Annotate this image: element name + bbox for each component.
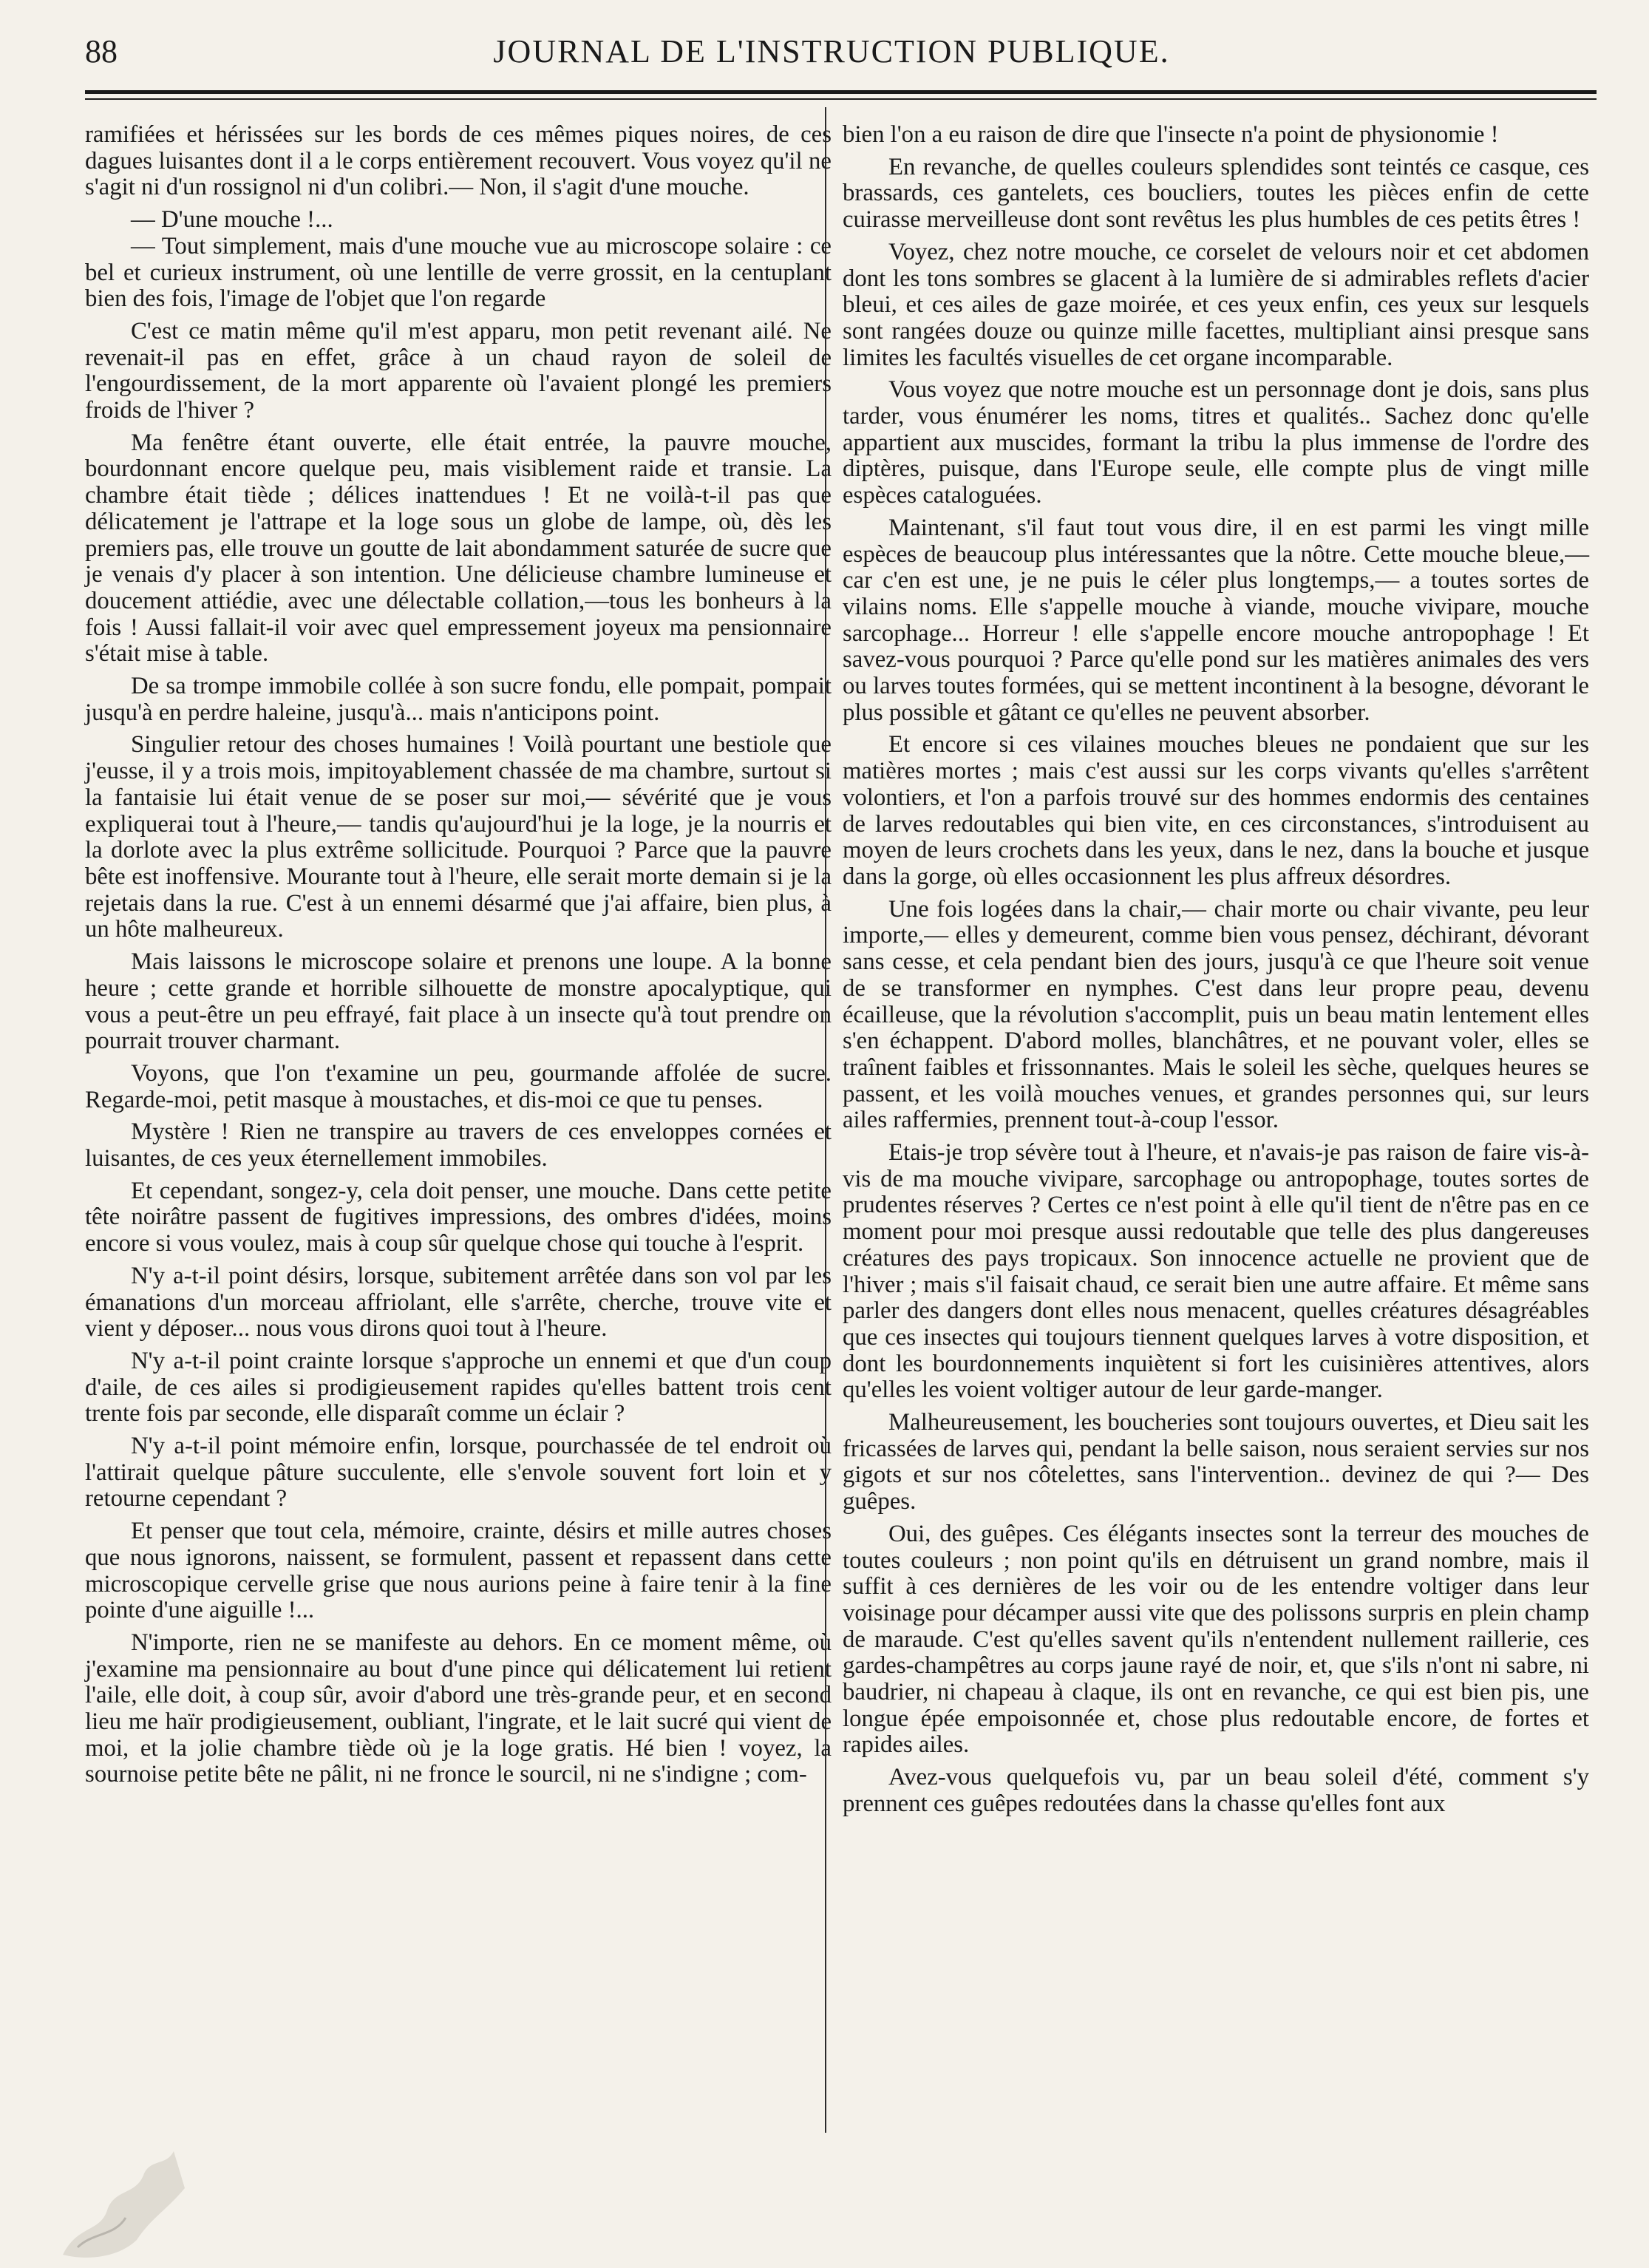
paper-smudge (55, 2144, 188, 2262)
paragraph: bien l'on a eu raison de dire que l'insecte n'a point de physionomie ! (843, 121, 1499, 148)
left-column (85, 122, 832, 1794)
paragraph: Voyez, chez notre mouche, ce corselet de velours noir et cet abdomen dont les tons sombres se glacent à la lumière de si admirables reflets d'acier bleui, et ces ailes de gaze moirée, et ces yeux enfin, ces yeux sur lesquels sont rangées douze ou quinze mille facettes, multipliant ainsi presque sans limites les facultés visuelles de cet organe incomparable. (843, 238, 1589, 371)
paragraph: — D'une mouche !... (131, 206, 333, 234)
paragraph: Et cependant, songez-y, cela doit penser, une mouche. Dans cette petite tête noirâtre passent de fugitives impressions, des ombres d'idées, moins encore si vous voulez, mais à coup sûr quelque chose qui touche à l'esprit. (85, 1177, 832, 1257)
paragraph: N'y a-t-il point mémoire enfin, lorsque, pourchassée de tel endroit où l'attirait quelque pâture succulente, elle s'envole souvent fort loin et y retourne cependant ? (85, 1433, 832, 1512)
page-header (74, 22, 1589, 74)
paragraph: Et penser que tout cela, mémoire, crainte, désirs et mille autres choses que nous ignorons, naissent, se formulent, passent et repassent dans cette microscopique cervelle grise que nous aurions peine à faire tenir à la fine pointe d'une aiguille !... (85, 1518, 832, 1624)
paragraph: Et encore si ces vilaines mouches bleues ne pondaient que sur les matières mortes ; mais c'est aussi sur les corps vivants qu'elles s'arrêtent volontiers, et l'on a parfois trouvé sur des hommes endormis des centaines de larves redoutables qui bien vite, en ces circonstances, s'introduisent au moyen de leurs crochets dans les yeux, dans le nez, dans la bouche et jusque dans la gorge, où elles occasionnent les plus affreux désordres. (843, 731, 1589, 890)
paragraph: Singulier retour des choses humaines ! Voilà pourtant une bestiole que j'eusse, il y a trois mois, impitoyablement chassée de ma chambre, surtout si la fantaisie lui était venue de se poser sur moi,— sévérité que je vous expliquerai tout à l'heure,— tandis qu'aujourd'hui je la loge, je la nourris et la dorlote avec la plus extrême sollicitude. Pourquoi ? Parce que la pauvre bête est inoffensive. Mourante tout à l'heure, elle serait morte demain si je la rejetais dans la rue. C'est à un ennemi désarmé que j'ai affaire, bien plus, à un hôte malheureux. (85, 731, 832, 943)
paragraph: N'importe, rien ne se manifeste au dehors. En ce moment même, où j'examine ma pensionnaire au bout d'une pince qui délicatement lui retient l'aile, elle doit, à coup sûr, avoir d'abord une très-grande peur, et en second lieu me haïr prodigieusement, oubliant, l'ingrate, et le lait sucré qui vient de moi, et la jolie chambre tiède où je la loge gratis. Hé bien ! voyez, la sournoise petite bête ne pâlit, ni ne fronce le sourcil, ni ne s'indigne ; com- (85, 1629, 832, 1788)
journal-title: JOURNAL DE L'INSTRUCTION PUBLIQUE. (493, 33, 1170, 69)
paragraph: Voyons, que l'on t'examine un peu, gourmande affolée de sucre. Regarde-moi, petit masque à moustaches, et dis-moi ce que tu penses. (85, 1059, 832, 1113)
paragraph: — Tout simplement, mais d'une mouche vue au microscope solaire : ce bel et curieux instrument, où une lentille de verre grossit, en la centuplant bien des fois, l'image de l'objet que l'on regarde (85, 232, 832, 313)
header-rule-thin (85, 98, 1597, 100)
right-column (843, 122, 1589, 1824)
paragraph: En revanche, de quelles couleurs splendides sont teintés ce casque, ces brassards, ces gantelets, ces boucliers, toutes les pièces enfin de cette cuirasse merveilleuse dont sont revêtus les plus humbles de ces petits êtres ! (843, 153, 1589, 234)
paragraph: Maintenant, s'il faut tout vous dire, il en est parmi les vingt mille espèces de beaucoup plus intéressantes que la nôtre. Cette mouche bleue,— car c'en est une, je ne puis le céler plus longtemps,— a toutes sortes de vilains noms. Elle s'appelle mouche à viande, mouche vivipare, mouche sarcophage... Horreur ! elle s'appelle encore mouche antropophage ! Et savez-vous pourquoi ? Parce qu'elle pond sur les matières animales des vers ou larves toutes formées, qui se mettent incontinent à la besogne, dévorant le plus possible et gâtant ce qu'elles ne peuvent absorber. (843, 514, 1589, 726)
paragraph: De sa trompe immobile collée à son sucre fondu, elle pompait, pompait jusqu'à en perdre haleine, jusqu'à... mais n'anticipons point. (85, 673, 832, 726)
paragraph: C'est ce matin même qu'il m'est apparu, mon petit revenant ailé. Ne revenait-il pas en effet, grâce à un chaud rayon de soleil de l'engourdissement, de la mort apparente où l'avaient plongé les premiers froids de l'hiver ? (85, 317, 832, 424)
paragraph: Avez-vous quelquefois vu, par un beau soleil d'été, comment s'y prennent ces guêpes redoutées dans la chasse qu'elles font aux (843, 1764, 1589, 1817)
paragraph: Ma fenêtre étant ouverte, elle était entrée, la pauvre mouche, bourdonnant encore quelque peu, mais visiblement raide et transie. La chambre était tiède ; délices inattendues ! Et ne voilà-t-il pas que délicatement je l'attrape et la loge sous un globe de lampe, où, dès les premiers pas, elle trouve un goutte de lait abondamment saturée de sucre que je venais d'y placer à son intention. Une délicieuse chambre lumineuse et doucement attiédie, avec une délectable collation,—tous les bonheurs à la fois ! Aussi fallait-il voir avec quel empressement joyeux ma pensionnaire s'était mise à table. (85, 429, 832, 668)
paragraph: N'y a-t-il point crainte lorsque s'approche un ennemi et que d'un coup d'aile, de ces ailes si prodigieusement rapides qu'elles battent trois cent trente fois par seconde, elle disparaît comme un éclair ? (85, 1347, 832, 1427)
page-number: 88 (85, 33, 118, 69)
paragraph: Mais laissons le microscope solaire et prenons une loupe. A la bonne heure ; cette grande et horrible silhouette de monstre apocalyptique, qui vous a peut-être un peu effrayé, fait place à un insecte qu'à tout prendre on pourrait trouver charmant. (85, 948, 832, 1055)
paragraph: ramifiées et hérissées sur les bords de ces mêmes piques noires, de ces dagues luisantes dont il a le corps entièrement recouvert. Vous voyez qu'il ne s'agit ni d'un rossignol ni d'un colibri.— Non, il s'agit d'une mouche. (85, 121, 832, 201)
paragraph: N'y a-t-il point désirs, lorsque, subitement arrêtée dans son vol par les émanations d'un morceau affriolant, elle s'arrête, cherche, trouve vite et vient y déposer... nous vous dirons quoi tout à l'heure. (85, 1262, 832, 1342)
paragraph: Une fois logées dans la chair,— chair morte ou chair vivante, peu leur importe,— elles y demeurent, comme bien vous pensez, déchirant, dévorant sans cesse, et cela pendant bien des jours, jusqu'à ce que l'heure soit venue de se transformer en nymphes. C'est dans leur propre peau, devenu écailleuse, que la révolution s'accomplit, puis un beau matin lentement elles s'en échappent. D'abord molles, blanchâtres, et ne pouvant voler, elles se traînent faibles et frissonnantes. Mais le soleil les sèche, quelques heures se passent, et les voilà mouches venues, et grandes personnes qui, sur leurs ailes raffermies, prennent tout-à-coup l'essor. (843, 895, 1589, 1134)
paragraph: Malheureusement, les boucheries sont toujours ouvertes, et Dieu sait les fricassées de larves qui, pendant la belle saison, nous seraient servies sur nos gigots et sur nos côtelettes, sans l'intervention.. devinez de qui ?— Des guêpes. (843, 1409, 1589, 1515)
paragraph: Etais-je trop sévère tout à l'heure, et n'avais-je pas raison de faire vis-à-vis de ma mouche vivipare, sarcophage ou antropophage, toutes sortes de prudentes réserves ? Certes ce n'est point à elle qu'il tient de n'être pas en ce moment pour moi presque aussi redoutable que telle des plus dangereuses créatures des pays tropicaux. Son innocence actuelle ne provient que de l'hiver ; mais s'il faisait chaud, ce serait bien une autre affaire. Et même sans parler des dangers dont elles nous menacent, quelles créatures désagréables que ces insectes qui toujours tiennent quelques larves à votre disposition, et dont les bourdonnements inquiètent si fort les cuisinières attentives, alors qu'elles les voient voltiger autour de leur garde-manger. (843, 1139, 1589, 1404)
paragraph: Mystère ! Rien ne transpire au travers de ces enveloppes cornées et luisantes, de ces yeux éternellement immobiles. (85, 1118, 832, 1172)
header-rule-thick (85, 90, 1597, 94)
paragraph: Vous voyez que notre mouche est un personnage dont je dois, sans plus tarder, vous énumérer les noms, titres et qualités.. Sachez donc qu'elle appartient aux muscides, formant la tribu la plus immense de l'ordre des diptères, puisque, dans l'Europe seule, elle compte plus de vingt mille espèces cataloguées. (843, 376, 1589, 509)
paragraph: Oui, des guêpes. Ces élégants insectes sont la terreur des mouches de toutes couleurs ; non point qu'ils en détruisent un grand nombre, mais il suffit à ces dernières de les voir ou de les entendre voltiger dans leur voisinage pour décamper aussi vite que des polissons surpris en plein champ de maraude. C'est qu'elles savent qu'ils n'entendent nullement raillerie, ces gardes-champêtres au corps jaune rayé de noir, et, que s'ils n'ont ni sabre, ni baudrier, ni chapeau à claque, ils ont en revanche, ce qui est bien pis, une longue épée empoisonnée et, chose plus redoutable encore, de fortes et rapides ailes. (843, 1520, 1589, 1759)
